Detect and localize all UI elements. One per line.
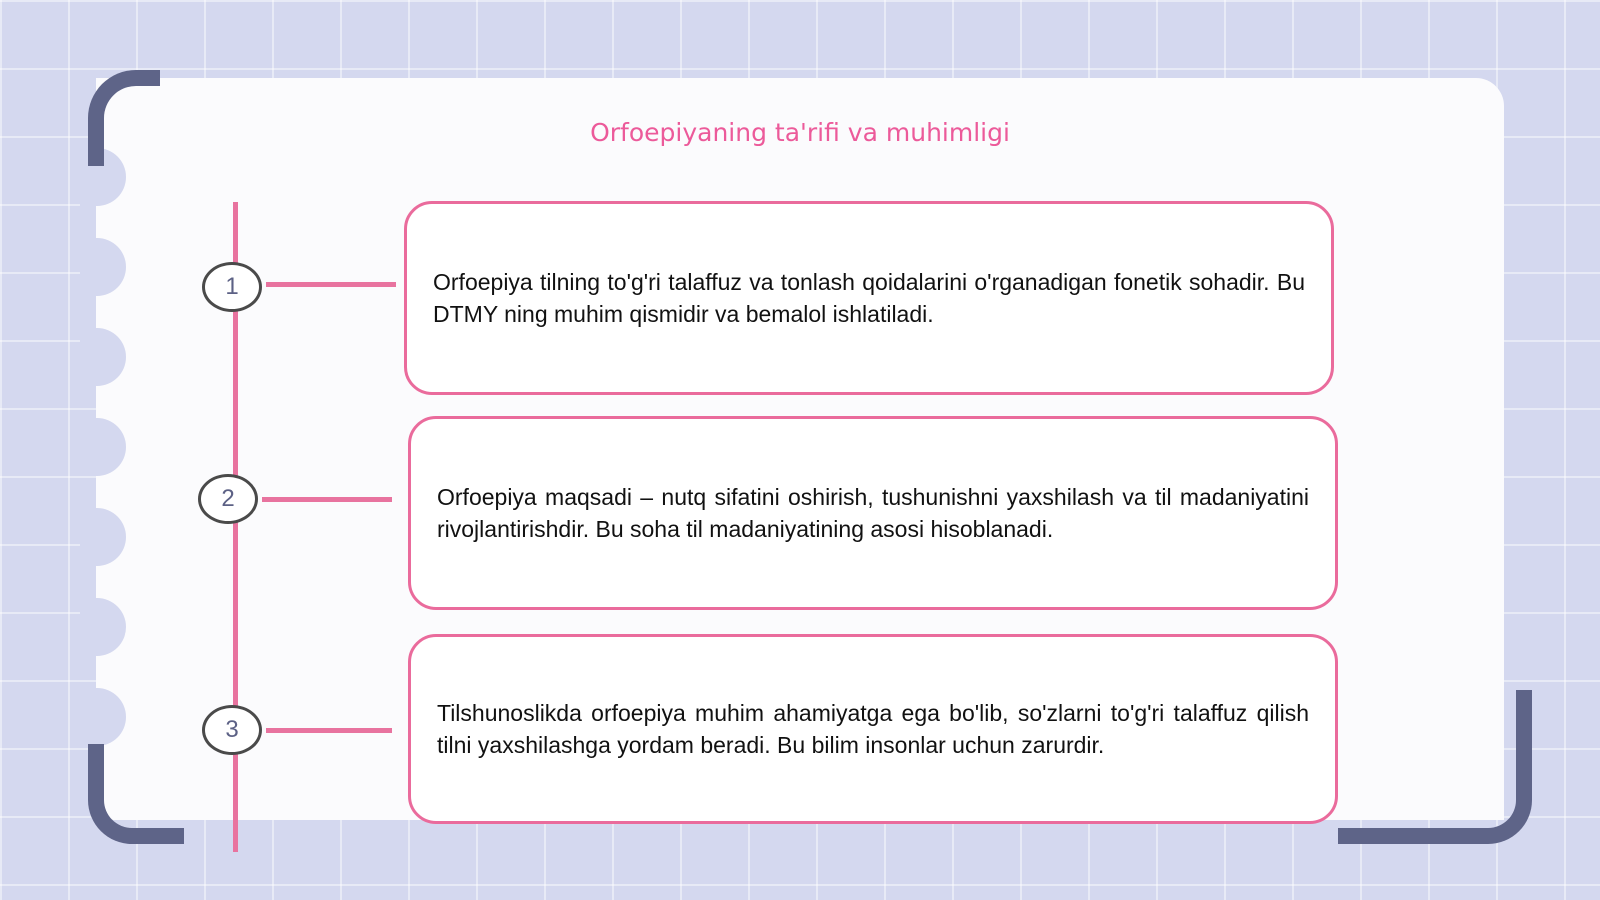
timeline-item-3 (408, 634, 1338, 824)
timeline-item-1 (404, 201, 1334, 395)
step-number-2: 2 (198, 474, 258, 524)
timeline-connector (266, 282, 396, 287)
slide-title: Orfoepiyaning ta'rifi va muhimligi (590, 118, 1010, 147)
corner-bracket-bottom-right (1338, 690, 1532, 844)
corner-bracket-bottom-left (88, 744, 184, 844)
timeline-item-text: Orfoepiya tilning to'g'ri talaffuz va tonlash qoidalarini o'rganadigan fonetik sohadir. Bu DTMY ning muhim qismidir va bemalol ishlatiladi. (433, 269, 1305, 327)
timeline-connector (266, 728, 392, 733)
timeline-item-2 (408, 416, 1338, 610)
timeline-connector (262, 497, 392, 502)
timeline-item-text: Tilshunoslikda orfoepiya muhim ahamiyatga ega bo'lib, so'zlarni to'g'ri talaffuz qilish tilni yaxshilashga yordam beradi. Bu bilim insonlar uchun zarurdir. (437, 700, 1309, 758)
step-number-3: 3 (202, 705, 262, 755)
step-number-1: 1 (202, 262, 262, 312)
timeline-item-text: Orfoepiya maqsadi – nutq sifatini oshirish, tushunishni yaxshilash va til madaniyatini rivojlantirishdir. Bu soha til madaniyatining asosi hisoblanadi. (437, 484, 1309, 542)
